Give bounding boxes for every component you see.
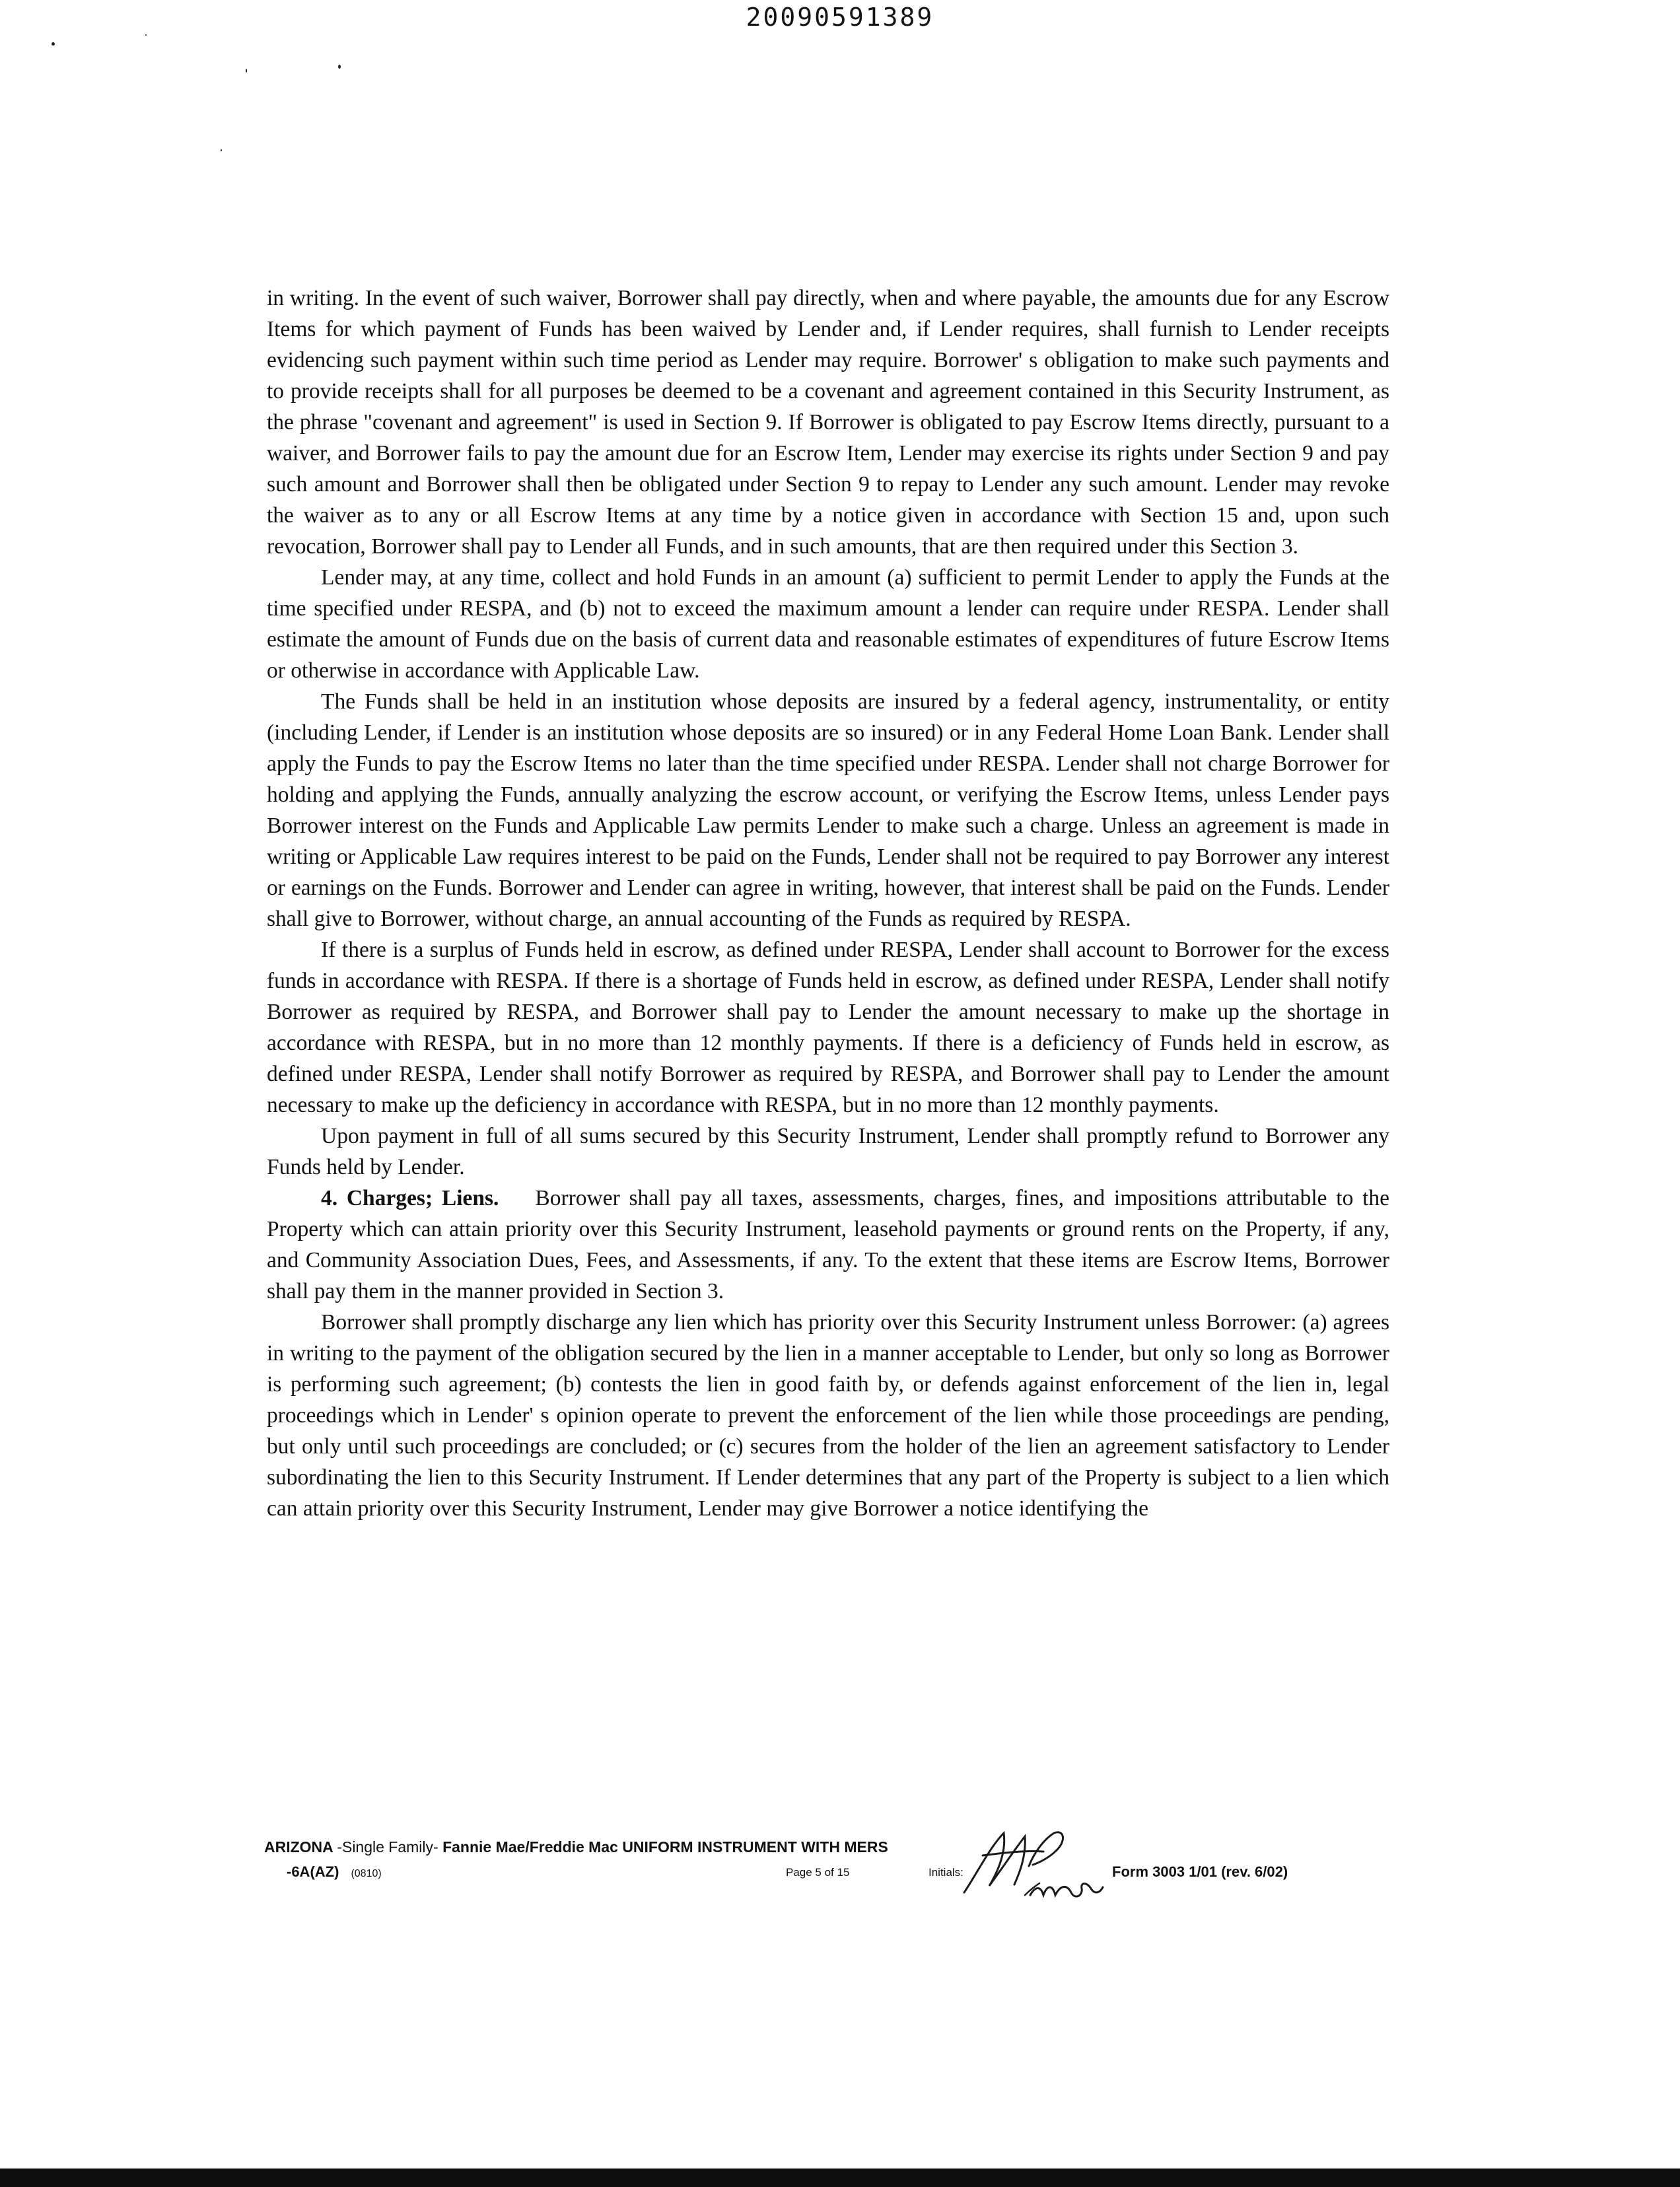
document-body [267,283,1389,1524]
footer-form-code-version: (0810) [351,1868,382,1879]
scan-speck [221,149,222,151]
handwritten-initials [951,1826,1149,1906]
section-heading-charges-liens: 4. Charges; Liens. [321,1186,499,1210]
paragraph-collect-funds: Lender may, at any time, collect and hold Funds in an amount (a) sufficient to permit Lender to apply the Funds at the time specified under RESPA, and (b) not to exceed the maximum amount a lender can require under RESPA. Lender shall estimate the amount of Funds due on the basis of current data and reasonable estimates of expenditures of future Escrow Items or otherwise in accordance with Applicable Law. [267,565,1389,683]
form-footer [264,1826,1387,1906]
page-number: Page 5 of 15 [786,1866,850,1879]
scan-speck [246,69,247,73]
paragraph-refund: Upon payment in full of all sums secured by this Security Instrument, Lender shall promptly refund to Borrower any Funds held by Lender. [267,1124,1389,1179]
scan-speck [145,34,147,36]
paragraph-funds-held: The Funds shall be held in an institution whose deposits are insured by a federal agency, instrumentality, or entity (including Lender, if Lender is an institution whose deposits are so insured) or in any Federal Home Loan Bank. Lender shall apply the Funds to pay the Escrow Items no later than the time specified under RESPA. Lender shall not charge Borrower for holding and applying the Funds, annually analyzing the escrow account, or verifying the Escrow Items, unless Lender pays Borrower interest on the Funds and Applicable Law permits Lender to make such a charge. Unless an agreement is made in writing or Applicable Law requires interest to be paid on the Funds, Lender shall not be required to pay Borrower any interest or earnings on the Funds. Borrower and Lender can agree in writing, however, that interest shall be paid on the Funds. Lender shall give to Borrower, without charge, an annual accounting of the Funds as required by RESPA. [267,689,1389,931]
footer-state: ARIZONA [264,1838,333,1856]
scan-speck [52,42,55,46]
paragraph-surplus-shortage: If there is a surplus of Funds held in escrow, as defined under RESPA, Lender shall account to Borrower for the excess funds in accordance with RESPA. If there is a shortage of Funds held in escrow, as defined under RESPA, Lender shall notify Borrower as required by RESPA, and Borrower shall pay to Lender the amount necessary to make up the shortage in accordance with RESPA, but in no more than 12 monthly payments. If there is a deficiency of Funds held in escrow, as defined under RESPA, Lender shall notify Borrower as required by RESPA, and Borrower shall pay to Lender the amount necessary to make up the deficiency in accordance with RESPA, but in no more than 12 monthly payments. [267,938,1389,1117]
document-number: 20090591389 [746,3,934,32]
form-number: Form 3003 1/01 (rev. 6/02) [1112,1863,1288,1880]
paragraph-charges-liens: 4. Charges; Liens. Borrower shall pay all taxes, assessments, charges, fines, and impositions attributable to the Property which can attain priority over this Security Instrument, leasehold payments or ground rents on the Property, if any, and Community Association Dues, Fees, and Assessments, if any. To the extent that these items are Escrow Items, Borrower shall pay them in the manner provided in Section 3. [267,1186,1390,1303]
initials-label: Initials: [928,1866,963,1879]
footer-form-type: -Single Family- [337,1838,438,1856]
scan-border-bar [0,2169,1680,2187]
footer-instrument-title [264,1838,888,1856]
scan-speck [338,65,341,69]
footer-form-code: -6A(AZ) (0810) [287,1863,382,1880]
paragraph-waiver-continued: in writing. In the event of such waiver, Borrower shall pay directly, when and where payable, the amounts due for any Escrow Items for which payment of Funds has been waived by Lender and, if Lender requires, shall furnish to Lender receipts evidencing such payment within such time period as Lender may require. Borrower' s obligation to make such payments and to provide receipts shall for all purposes be deemed to be a covenant and agreement contained in this Security Instrument, as the phrase "covenant and agreement" is used in Section 9. If Borrower is obligated to pay Escrow Items directly, pursuant to a waiver, and Borrower fails to pay the amount due for an Escrow Item, Lender may exercise its rights under Section 9 and pay such amount and Borrower shall then be obligated under Section 9 to repay to Lender any such amount. Lender may revoke the waiver as to any or all Escrow Items at any time by a notice given in accordance with Section 15 and, upon such revocation, Borrower shall pay to Lender all Funds, and in such amounts, that are then required under this Section 3. [267,286,1389,559]
paragraph-discharge-lien: Borrower shall promptly discharge any lien which has priority over this Security Instrument unless Borrower: (a) agrees in writing to the payment of the obligation secured by the lien in a manner acceptable to Lender, but only so long as Borrower is performing such agreement; (b) contests the lien in good faith by, or defends against enforcement of the lien in, legal proceedings which in Lender' s opinion operate to prevent the enforcement of the lien while those proceedings are pending, but only until such proceedings are concluded; or (c) secures from the holder of the lien an agreement satisfactory to Lender subordinating the lien to this Security Instrument. If Lender determines that any part of the Property is subject to a lien which can attain priority over this Security Instrument, Lender may give Borrower a notice identifying the [267,1310,1389,1521]
footer-title: Fannie Mae/Freddie Mac UNIFORM INSTRUMENT WITH MERS [442,1838,888,1856]
